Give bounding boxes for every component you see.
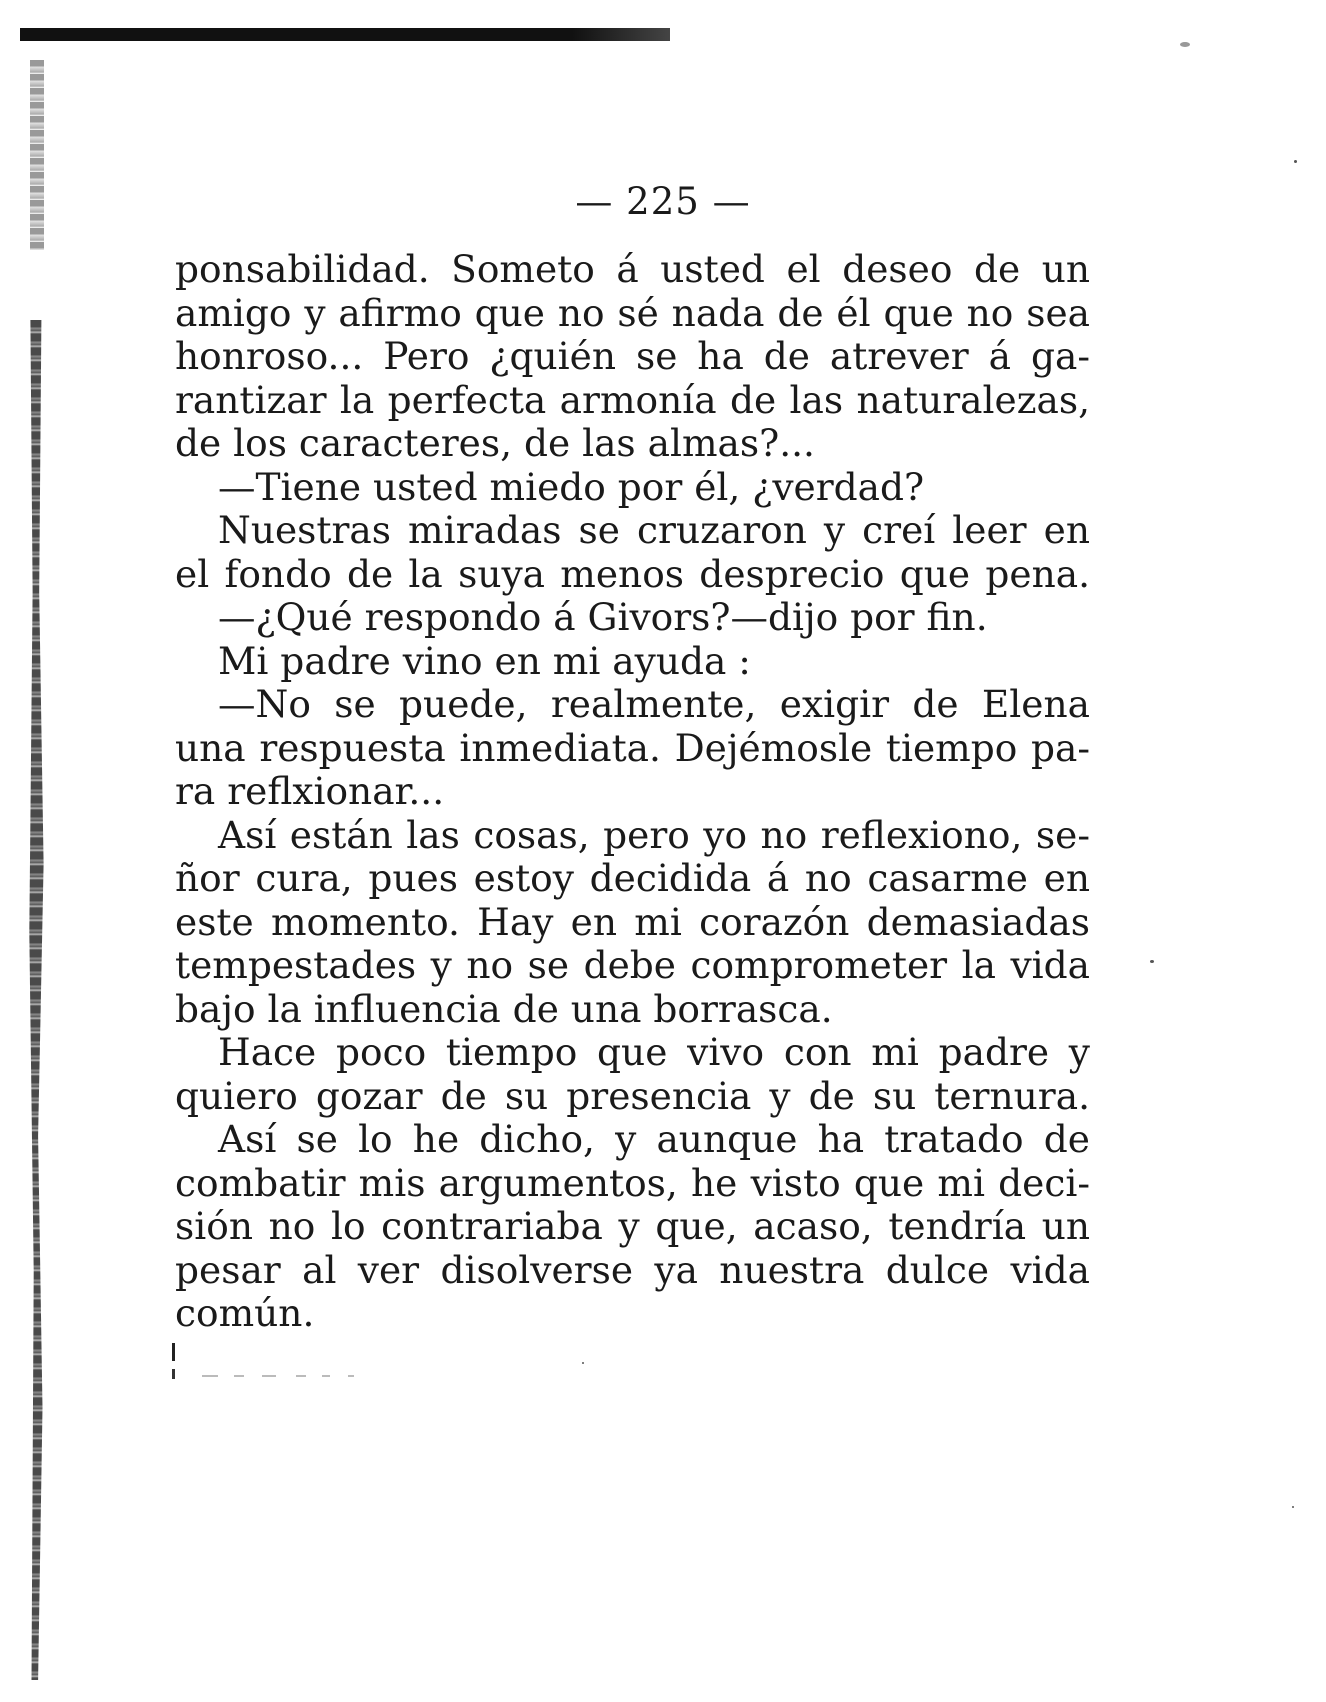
printer-mark bbox=[348, 1375, 354, 1377]
text-line: pesar al ver disolverse ya nuestra dulce vida bbox=[175, 1247, 1090, 1292]
text-line: Nuestras miradas se cruzaron y creí leer en bbox=[218, 508, 1090, 552]
text-line: sión no lo contrariaba y que, acaso, tendría un bbox=[175, 1204, 1090, 1248]
text-line: el fondo de la suya menos desprecio que pena. bbox=[175, 551, 1090, 596]
scan-speck bbox=[1180, 42, 1190, 47]
printer-mark bbox=[172, 1343, 175, 1361]
scan-speck bbox=[1294, 160, 1297, 163]
scan-speck bbox=[1292, 1506, 1294, 1508]
text-line: Hace poco tiempo que vivo con mi padre y bbox=[218, 1030, 1090, 1074]
printer-mark bbox=[172, 1369, 175, 1379]
text-line: —Tiene usted miedo por él, ¿verdad? bbox=[218, 464, 925, 509]
text-line: ra reflxionar... bbox=[175, 769, 445, 813]
scan-speck bbox=[582, 1362, 584, 1364]
text-line: quiero gozar de su presencia y de su ternura. bbox=[175, 1073, 1090, 1118]
text-line: honroso... Pero ¿quién se ha de atrever á ga- bbox=[175, 334, 1090, 378]
text-line: —No se puede, realmente, exigir de Elena bbox=[218, 682, 1090, 726]
text-line: —¿Qué respondo á Givors?—dijo por fin. bbox=[218, 595, 988, 639]
text-line: este momento. Hay en mi corazón demasiadas bbox=[175, 899, 1090, 944]
text-line: de los caracteres, de las almas?... bbox=[175, 421, 815, 465]
body-text bbox=[175, 248, 1090, 1336]
text-line: ponsabilidad. Someto á usted el deseo de un bbox=[175, 247, 1090, 291]
text-line: amigo y afirmo que no sé nada de él que no sea bbox=[175, 290, 1090, 335]
printer-mark bbox=[296, 1375, 306, 1377]
text-line: combatir mis argumentos, he visto que mi deci- bbox=[175, 1160, 1090, 1205]
text-line: una respuesta inmediata. Dejémosle tiempo pa- bbox=[175, 725, 1090, 770]
page-number: — 225 — bbox=[575, 180, 751, 223]
printer-mark bbox=[322, 1375, 330, 1377]
printer-mark bbox=[262, 1375, 276, 1377]
text-line: común. bbox=[175, 1291, 315, 1335]
printer-mark bbox=[202, 1375, 218, 1377]
scan-speck bbox=[1150, 960, 1154, 963]
top-border-rule bbox=[20, 28, 670, 41]
text-line: tempestades y no se debe comprometer la vida bbox=[175, 943, 1090, 987]
text-line: ñor cura, pues estoy decidida á no casarme en bbox=[175, 856, 1090, 900]
printer-marks bbox=[172, 1343, 422, 1383]
printer-mark bbox=[234, 1375, 244, 1377]
binding-edge bbox=[26, 320, 48, 1680]
text-line: Así se lo he dicho, y aunque ha tratado de bbox=[218, 1117, 1090, 1161]
text-line: Mi padre vino en mi ayuda : bbox=[218, 638, 751, 683]
text-line: rantizar la perfecta armonía de las naturalezas, bbox=[175, 377, 1090, 422]
text-line: Así están las cosas, pero yo no reflexiono, se- bbox=[218, 812, 1090, 857]
text-line: bajo la influencia de una borrasca. bbox=[175, 986, 833, 1031]
